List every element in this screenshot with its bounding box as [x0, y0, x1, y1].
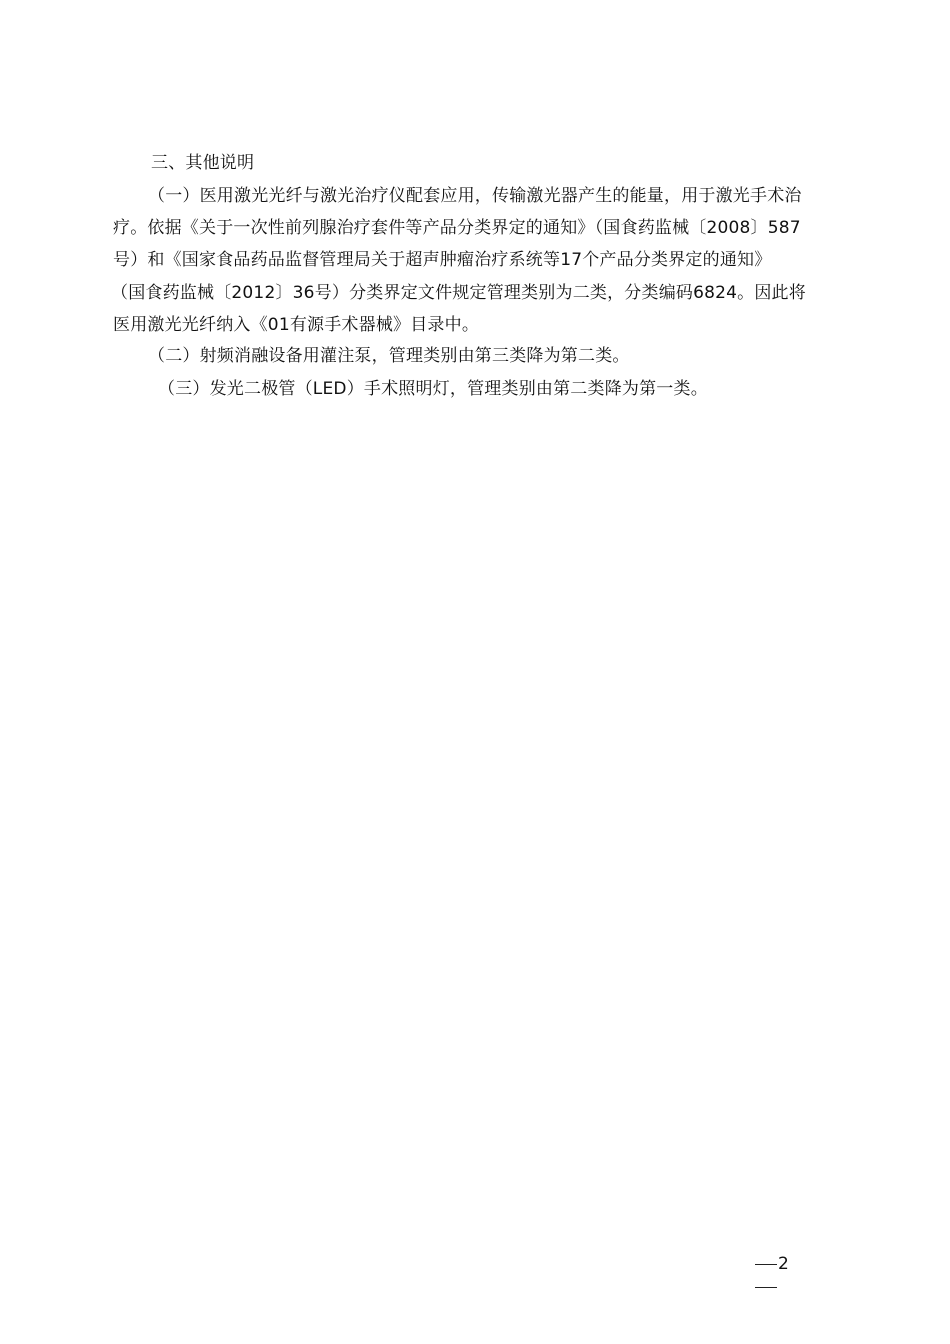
paragraph-1-line-3: 号）和《国家食品药品监督管理局关于超声肿瘤治疗系统等17个产品分类界定的通知》 — [113, 250, 772, 270]
page-number-dash — [755, 1264, 777, 1265]
paragraph-1-line-4: （国食药监械〔2012〕36号）分类界定文件规定管理类别为二类，分类编码6824。因此将 — [111, 283, 806, 303]
paragraph-1-line-1: （一）医用激光光纤与激光治疗仪配套应用，传输激光器产生的能量，用于激光手术治 — [148, 186, 802, 206]
page-number — [755, 1254, 789, 1274]
paragraph-2: （二）射频消融设备用灌注泵，管理类别由第三类降为第二类。 — [148, 346, 630, 366]
section-heading: 三、其他说明 — [151, 153, 255, 173]
page-number-lower-dash — [755, 1287, 777, 1288]
paragraph-3: （三）发光二极管（LED）手术照明灯，管理类别由第二类降为第一类。 — [158, 379, 708, 399]
paragraph-1-line-5: 医用激光光纤纳入《01有源手术器械》目录中。 — [113, 315, 480, 335]
paragraph-1-line-2: 疗。依据《关于一次性前列腺治疗套件等产品分类界定的通知》（国食药监械〔2008〕587 — [113, 218, 801, 238]
page-number-value: 2 — [778, 1254, 789, 1274]
